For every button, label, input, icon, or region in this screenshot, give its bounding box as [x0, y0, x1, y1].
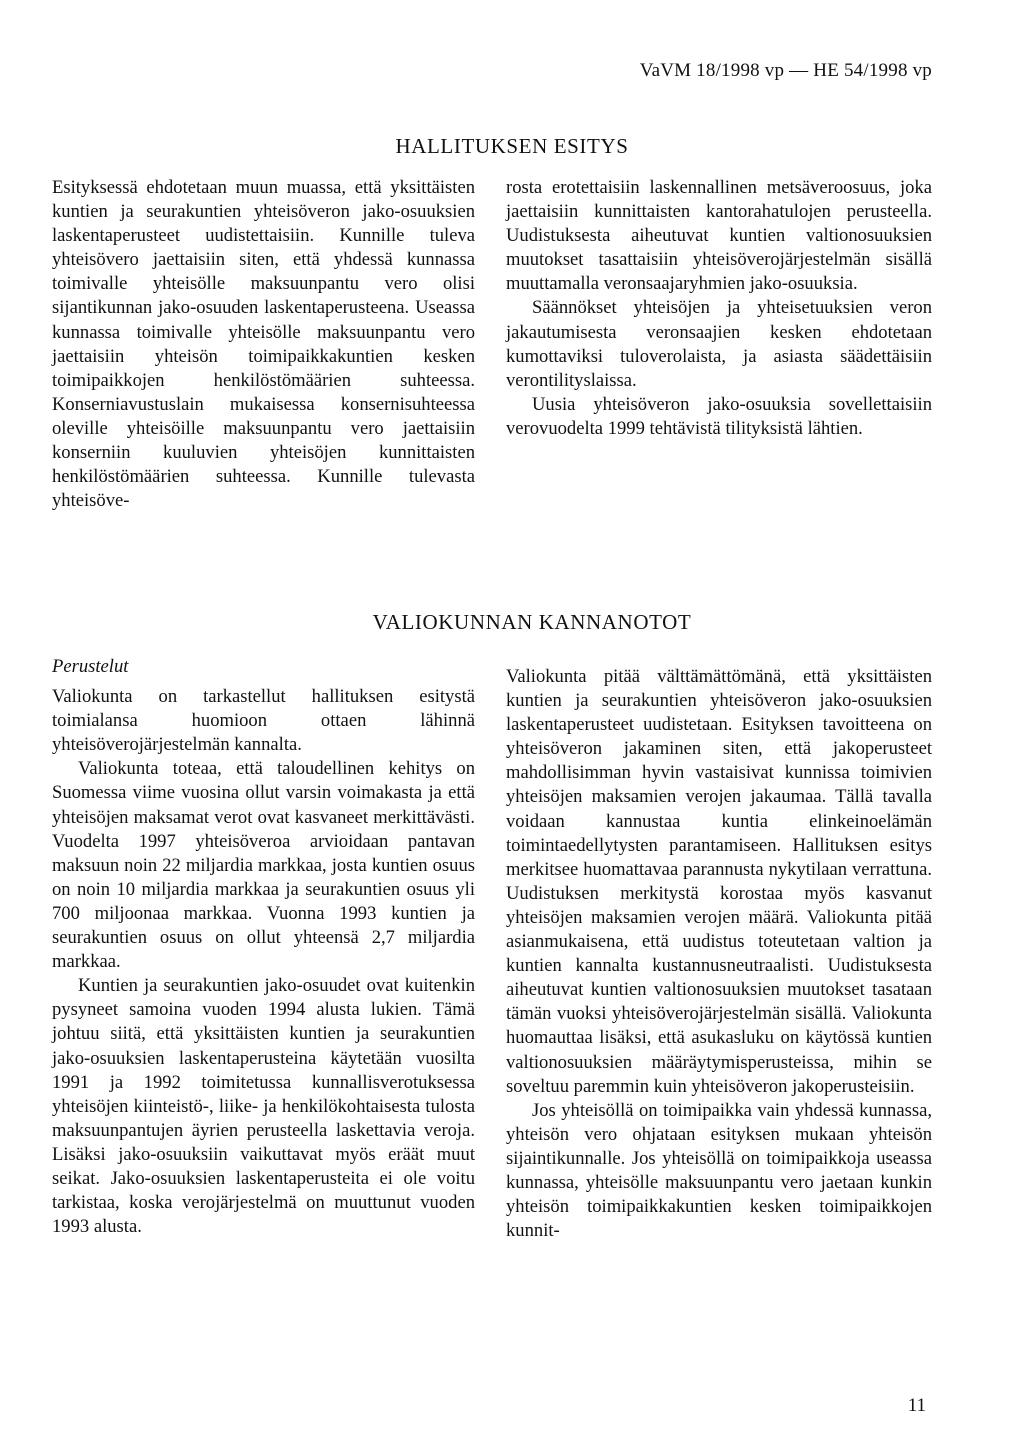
paragraph: rosta erotettaisiin laskennallinen metsäveroosuus, joka jaettaisiin kunnittaisten kantorahatulojen perusteella. Uudistuksesta aiheutuvat kuntien valtionosuuksien muutokset tasattaisiin yhteisöverojärjestelmän sisällä muuttamalla veronsaajaryhmien jako-osuuksia. — [506, 177, 932, 295]
committee-positions-left-column — [52, 655, 475, 1239]
government-proposal-left-column — [52, 176, 475, 513]
running-head: VaVM 18/1998 vp — HE 54/1998 vp — [639, 60, 932, 81]
committee-positions-heading: VALIOKUNNAN KANNANOTOT — [372, 610, 692, 634]
paragraph: Säännökset yhteisöjen ja yhteisetuuksien veron jakautumisesta veronsaajien kesken ehdotetaan kumottaviksi tuloverolaista, ja asiasta säädettäisiin verontilityslaissa. — [506, 297, 932, 391]
paragraph: Uusia yhteisöveron jako-osuuksia sovellettaisiin verovuodelta 1999 tehtävistä tilityksistä lähtien. — [506, 393, 932, 439]
committee-positions-right-column — [506, 665, 932, 1243]
paragraph: Kuntien ja seurakuntien jako-osuudet ovat kuitenkin pysyneet samoina vuoden 1994 alusta lukien. Tämä johtuu siitä, että yksittäisten kuntien ja seurakuntien jako-osuuksien laskentaperusteina käytetään vuosilta 1991 ja 1992 toimitetussa kunnallisverotuksessa yhteisöjen kiinteistö-, liike- ja henkilökohtaisesta tulosta maksuunpantujen äyrien perusteella laskettavia veroja. Lisäksi jako-osuuksiin vaikuttavat myös eräät muut seikat. Jako-osuuksien laskentaperusteita ei ole voitu tarkistaa, koska verojärjestelmä on muuttunut vuoden 1993 alusta. — [52, 975, 475, 1238]
paragraph: Jos yhteisöllä on toimipaikka vain yhdessä kunnassa, yhteisön vero ohjataan esityksen mukaan yhteisön sijaintikunnalle. Jos yhteisöllä on toimipaikkoja useassa kunnassa, yhteisölle maksuunpantu vero jaetaan kunkin yhteisön toimipaikkakuntien kesken toimipaikkojen kunnit- — [506, 1099, 932, 1242]
paragraph: Esityksessä ehdotetaan muun muassa, että yksittäisten kuntien ja seurakuntien yhteisöveron jako-osuuksien laskentaperusteet uudistettaisiin. Kunnille tuleva yhteisövero jaettaisiin siten, että yhdessä kunnassa toimivalle yhteisölle maksuunpantu vero olisi sijantikunnan jako-osuuden laskentaperusteena. Useassa kunnassa toimivalle yhteisölle maksuunpantu vero jaettaisiin yhteisön toimipaikkakuntien kesken toimipaikkojen henkilöstömäärien suhteessa. Konserniavustuslain mukaisessa konsernisuhteessa oleville yhteisöille maksuunpantu vero jaettaisiin konserniin kuuluvien yhteisöjen kunnittaisten henkilöstömäärien suhteessa. Kunnille tulevasta yhteisöve- — [52, 177, 475, 512]
paragraph: Valiokunta pitää välttämättömänä, että yksittäisten kuntien ja seurakuntien yhteisöveron jako-osuuksien laskentaperusteet uudistetaan. Esityksen tavoitteena on yhteisöveron jakaminen siten, että jakoperusteet mahdollisimman hyvin vastaisivat kunnissa toimivien yhteisöjen maksamien verojen jakaumaa. Tällä tavalla voidaan kannustaa kuntia elinkeinoelämän toimintaedellytysten parantamiseen. Hallituksen esitys merkitsee huomattavaa parannusta nykytilaan verrattuna. Uudistuksen merkitystä korostaa myös kasvanut yhteisöjen maksamien verojen määrä. Valiokunta pitää asianmukaisena, että uudistus toteutetaan valtion ja kuntien kannalta kustannusneutraalisti. Uudistuksesta aiheutuvat kuntien valtionosuuksien muutokset tasataan tämän vuoksi yhteisöverojärjestelmän sisällä. Valiokunta huomauttaa lisäksi, että asukasluku on käytössä kuntien valtionosuuksien määräytymisperusteissa, mihin se soveltuu paremmin kuin yhteisöveron jakoperusteisiin. — [506, 666, 932, 1097]
page-number: 11 — [907, 1395, 926, 1416]
government-proposal-heading: HALLITUKSEN ESITYS — [395, 134, 629, 158]
paragraph: Valiokunta toteaa, että taloudellinen kehitys on Suomessa viime vuosina ollut varsin voimakasta ja että yhteisöjen maksamat verot ovat kasvaneet merkittävästi. Vuodelta 1997 yhteisöveroa arvioidaan pantavan maksuun noin 22 miljardia markkaa, josta kuntien osuus on noin 10 miljardia markkaa ja seurakuntien osuus yli 700 miljoonaa markkaa. Vuonna 1993 kuntien ja seurakuntien osuus on ollut yhteensä 2,7 miljardia markkaa. — [52, 758, 475, 973]
paragraph: Valiokunta on tarkastellut hallituksen esitystä toimialansa huomioon ottaen lähinnä yhteisöverojärjestelmän kannalta. — [52, 686, 475, 756]
government-proposal-right-column — [506, 176, 932, 441]
subheading: Perustelut — [52, 656, 129, 677]
